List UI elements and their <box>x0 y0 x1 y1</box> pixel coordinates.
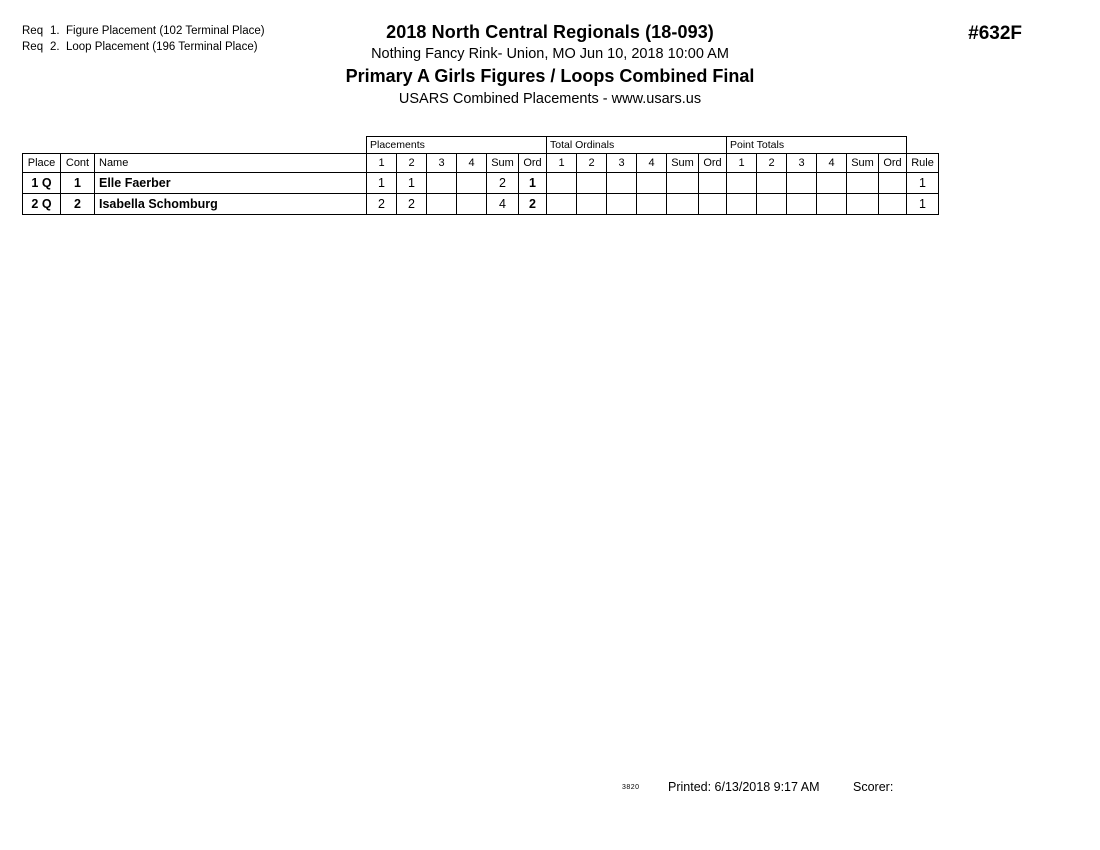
cell-rule: 1 <box>907 173 939 194</box>
column-header-placement-judge-3: 3 <box>427 154 457 173</box>
venue-and-datetime: Nothing Fancy Rink- Union, MO Jun 10, 2018 10:00 AM <box>371 46 729 62</box>
cell-points-judge-3 <box>787 173 817 194</box>
cell-placement-judge-4 <box>457 173 487 194</box>
cell-placement-sum: 4 <box>487 194 519 215</box>
requirement-number: 2. <box>50 41 60 53</box>
cell-points-judge-3 <box>787 194 817 215</box>
cell-points-judge-4 <box>817 173 847 194</box>
cell-ordinal-sum <box>667 194 699 215</box>
cell-ordinal-sum <box>667 173 699 194</box>
cell-ordinal-ord <box>699 173 727 194</box>
cell-points-ord <box>879 194 907 215</box>
column-header-points-sum: Sum <box>847 154 879 173</box>
requirement-label: Req <box>22 25 44 37</box>
table-group-header-row <box>23 137 939 154</box>
cell-points-judge-2 <box>757 194 787 215</box>
column-header-name: Name <box>95 154 367 173</box>
cell-ordinal-judge-4 <box>637 173 667 194</box>
column-header-placement-judge-4: 4 <box>457 154 487 173</box>
document-header <box>0 22 1100 107</box>
group-spacer <box>61 137 95 154</box>
column-header-placement-judge-1: 1 <box>367 154 397 173</box>
cell-points-ord <box>879 173 907 194</box>
results-table-container <box>22 136 939 215</box>
cell-cont: 2 <box>61 194 95 215</box>
printed-timestamp: Printed: 6/13/2018 9:17 AM <box>668 780 820 794</box>
group-header-point-totals: Point Totals <box>727 137 907 154</box>
document-subtitle: USARS Combined Placements - www.usars.us <box>398 91 702 107</box>
cell-points-sum <box>847 194 879 215</box>
cell-cont: 1 <box>61 173 95 194</box>
column-header-ordinal-judge-4: 4 <box>637 154 667 173</box>
requirement-number: 1. <box>50 25 60 37</box>
event-number: #632F <box>968 23 1022 44</box>
requirement-text: Loop Placement (196 Terminal Place) <box>66 41 258 53</box>
table-row <box>23 173 939 194</box>
column-header-points-judge-3: 3 <box>787 154 817 173</box>
requirement-text: Figure Placement (102 Terminal Place) <box>66 25 265 37</box>
column-header-ordinal-judge-1: 1 <box>547 154 577 173</box>
cell-placement-sum: 2 <box>487 173 519 194</box>
cell-ordinal-judge-4 <box>637 194 667 215</box>
column-header-points-ord: Ord <box>879 154 907 173</box>
column-header-place: Place <box>23 154 61 173</box>
column-header-cont: Cont <box>61 154 95 173</box>
footer-code: 3820 <box>622 784 640 791</box>
cell-name: Elle Faerber <box>95 173 367 194</box>
cell-placement-ord: 2 <box>519 194 547 215</box>
cell-place: 1 Q <box>23 173 61 194</box>
cell-placement-judge-3 <box>427 173 457 194</box>
group-spacer <box>95 137 367 154</box>
column-header-placement-sum: Sum <box>487 154 519 173</box>
group-header-placements: Placements <box>367 137 547 154</box>
cell-points-judge-4 <box>817 194 847 215</box>
event-title: Primary A Girls Figures / Loops Combined Final <box>345 66 755 86</box>
column-header-points-judge-2: 2 <box>757 154 787 173</box>
cell-place: 2 Q <box>23 194 61 215</box>
column-header-ordinal-judge-3: 3 <box>607 154 637 173</box>
cell-name: Isabella Schomburg <box>95 194 367 215</box>
cell-ordinal-judge-2 <box>577 194 607 215</box>
scorer-label: Scorer: <box>853 780 894 794</box>
cell-ordinal-judge-2 <box>577 173 607 194</box>
column-header-placement-judge-2: 2 <box>397 154 427 173</box>
requirement-label: Req <box>22 41 44 53</box>
cell-ordinal-judge-3 <box>607 194 637 215</box>
cell-placement-judge-3 <box>427 194 457 215</box>
column-header-placement-ord: Ord <box>519 154 547 173</box>
cell-points-sum <box>847 173 879 194</box>
group-spacer <box>23 137 61 154</box>
column-header-rule: Rule <box>907 154 939 173</box>
column-header-ordinal-judge-2: 2 <box>577 154 607 173</box>
cell-ordinal-ord <box>699 194 727 215</box>
cell-ordinal-judge-1 <box>547 194 577 215</box>
table-row <box>23 194 939 215</box>
column-header-points-judge-4: 4 <box>817 154 847 173</box>
group-header-total-ordinals: Total Ordinals <box>547 137 727 154</box>
competition-title: 2018 North Central Regionals (18-093) <box>386 22 714 42</box>
cell-placement-judge-2: 1 <box>397 173 427 194</box>
column-header-ordinal-sum: Sum <box>667 154 699 173</box>
cell-placement-judge-1: 2 <box>367 194 397 215</box>
cell-rule: 1 <box>907 194 939 215</box>
cell-ordinal-judge-3 <box>607 173 637 194</box>
group-spacer <box>907 137 939 154</box>
column-header-ordinal-ord: Ord <box>699 154 727 173</box>
results-table <box>22 136 939 215</box>
column-header-points-judge-1: 1 <box>727 154 757 173</box>
cell-ordinal-judge-1 <box>547 173 577 194</box>
cell-points-judge-1 <box>727 173 757 194</box>
cell-placement-judge-4 <box>457 194 487 215</box>
cell-placement-judge-1: 1 <box>367 173 397 194</box>
cell-placement-ord: 1 <box>519 173 547 194</box>
cell-points-judge-2 <box>757 173 787 194</box>
cell-points-judge-1 <box>727 194 757 215</box>
table-column-header-row <box>23 154 939 173</box>
cell-placement-judge-2: 2 <box>397 194 427 215</box>
